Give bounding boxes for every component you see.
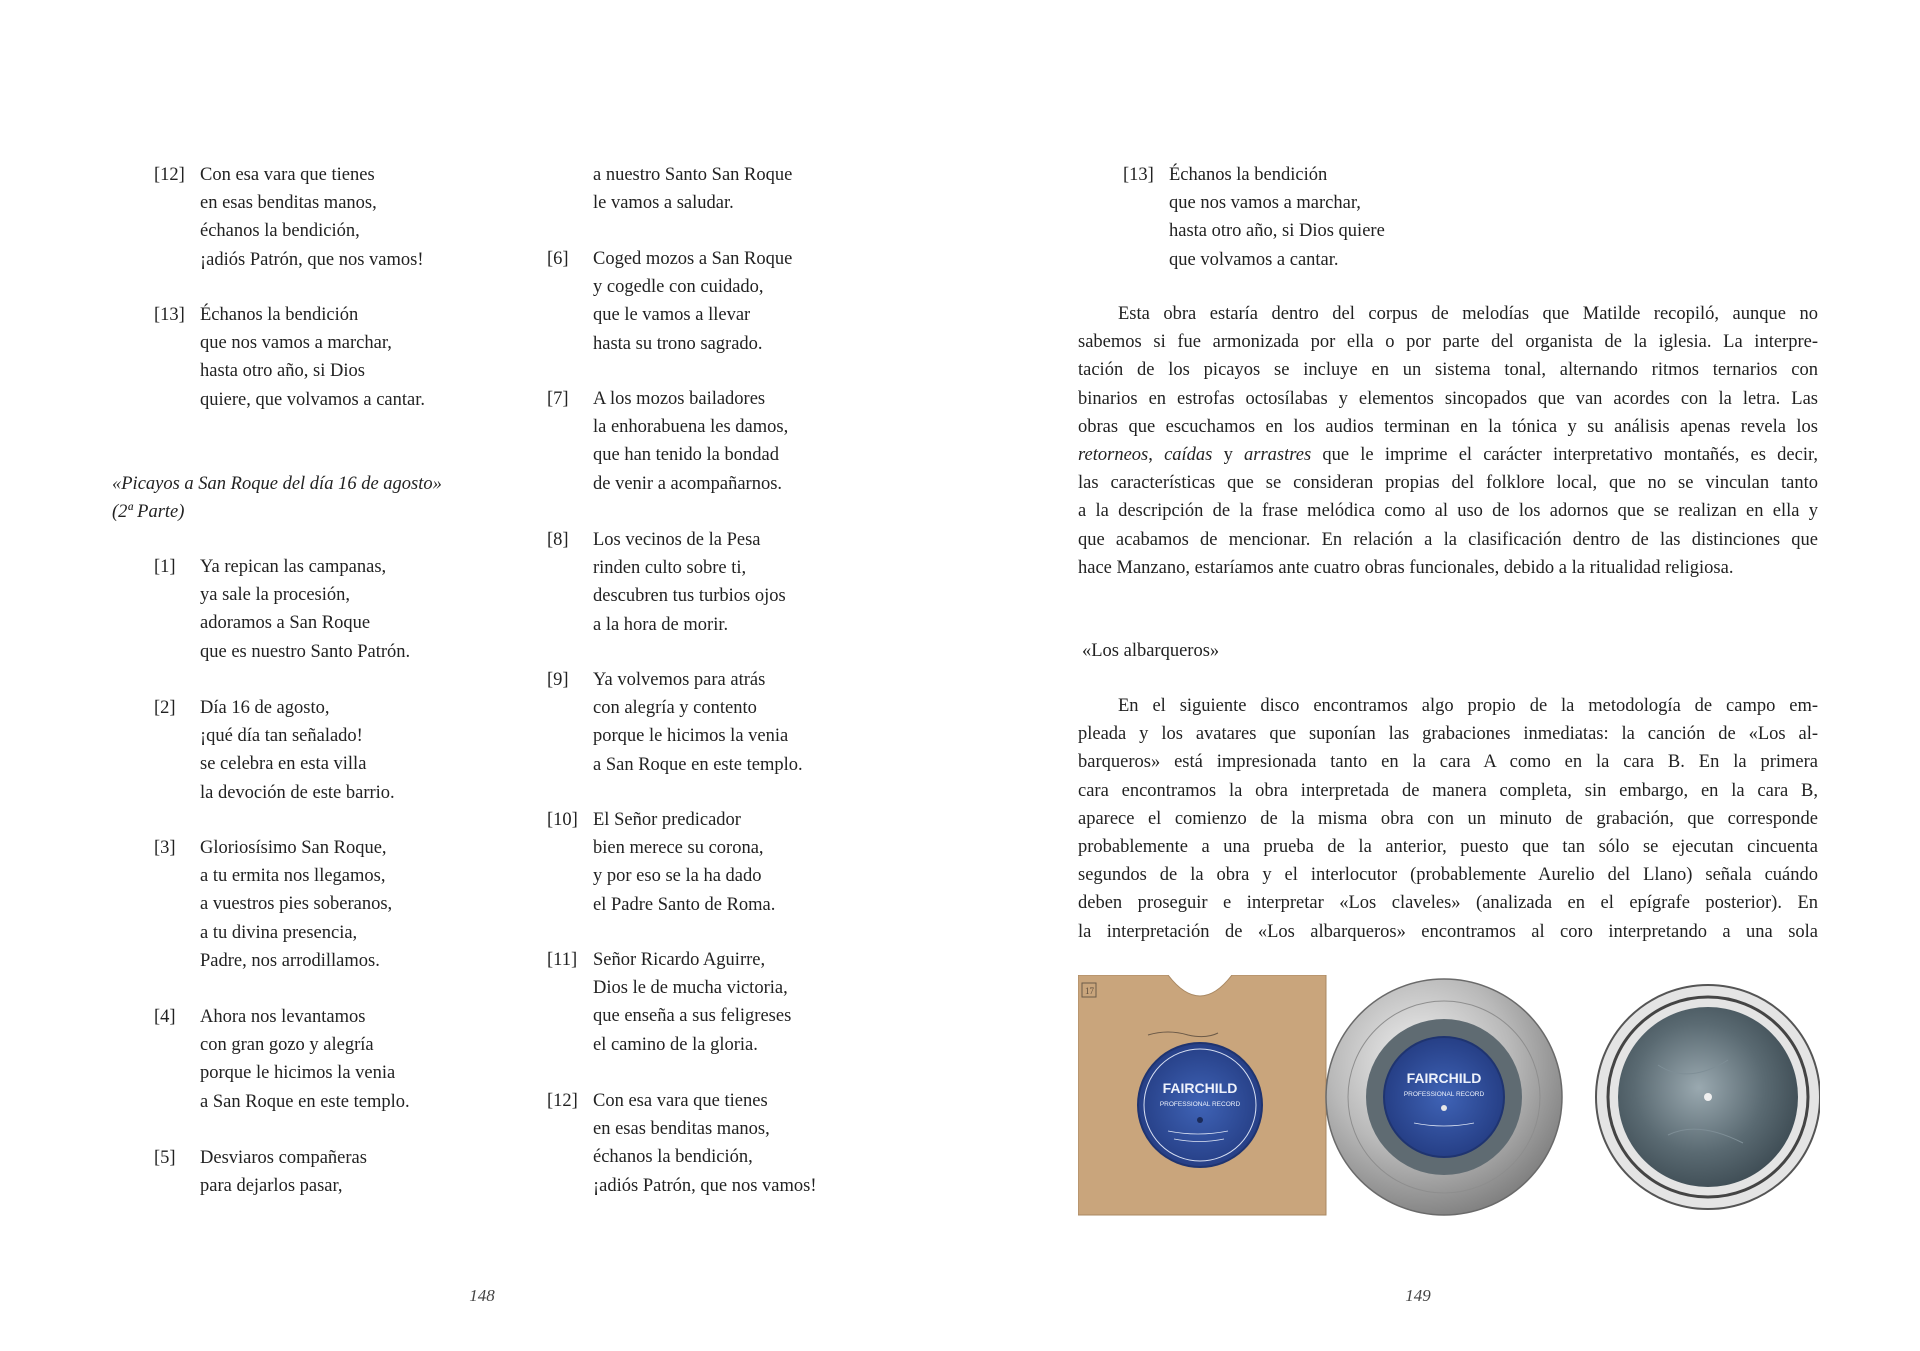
right-page — [960, 0, 1920, 1351]
verse-line: Con esa vara que tienes — [200, 165, 375, 185]
separator: y — [1212, 445, 1245, 466]
stanza-number: [7] — [547, 389, 569, 409]
verse-line: El Señor predicador — [593, 810, 741, 830]
song-heading — [112, 470, 442, 526]
verse-line: échanos la bendición, — [200, 221, 360, 242]
verse-line: Ahora nos levantamos — [200, 1007, 366, 1027]
sleeve-number: 17 — [1085, 986, 1094, 996]
verse-line: Ya repican las campanas, — [200, 557, 387, 577]
verse-line: le vamos a saludar. — [593, 193, 734, 214]
verse-line: para dejarlos pasar, — [200, 1176, 343, 1197]
verse-line: ¡qué día tan señalado! — [200, 726, 363, 747]
verse-line: a San Roque en este templo. — [593, 754, 803, 775]
stanza — [154, 1144, 367, 1200]
verse-line: hasta su trono sagrado. — [593, 333, 763, 354]
stanza — [154, 161, 424, 274]
stanza — [547, 1087, 817, 1200]
verse-line: Échanos la bendición — [200, 305, 359, 325]
song-heading-part: (2ª Parte) — [112, 502, 185, 523]
verse-line: se celebra en esta villa — [200, 754, 367, 775]
stanza — [154, 553, 411, 666]
paragraph-line: tación de los picayos se incluye en un sistema tonal, alternando ritmos ternarios con — [1078, 360, 1818, 381]
italic-term-arrastres: arrastres — [1244, 445, 1312, 466]
stanza-number: [5] — [154, 1148, 176, 1168]
verse-line: que nos vamos a marchar, — [1169, 193, 1361, 214]
verse-line: que es nuestro Santo Patrón. — [200, 641, 411, 662]
stanza-number: [13] — [1123, 165, 1154, 185]
verse-line: Gloriosísimo San Roque, — [200, 838, 387, 858]
verse-line: y por eso se la ha dado — [593, 866, 762, 887]
stanza — [547, 245, 793, 358]
stanza-number: [12] — [154, 165, 185, 185]
paragraph-line: En el siguiente disco encontramos algo propio de la metodología de campo em- — [1118, 696, 1818, 716]
stanza — [154, 694, 395, 807]
verse-line: descubren tus turbios ojos — [593, 586, 786, 607]
sleeve-label-brand: FAIRCHILD — [1162, 1080, 1238, 1096]
verse-line: Día 16 de agosto, — [200, 698, 330, 718]
stanza-number: [10] — [547, 810, 578, 830]
stanza — [547, 526, 786, 639]
verse-line: que han tenido la bondad — [593, 445, 779, 466]
paragraph-corpus — [1078, 300, 1818, 582]
stanza — [547, 385, 789, 498]
verse-line: quiere, que volvamos a cantar. — [200, 389, 425, 410]
sleeve-label-subtitle: PROFESSIONAL RECORD — [1159, 1101, 1241, 1108]
verse-line: porque le hicimos la venia — [593, 726, 789, 747]
verse-line: adoramos a San Roque — [200, 613, 371, 634]
section-title: «Los albarqueros» — [1082, 641, 1220, 661]
stanza-number: [8] — [547, 530, 569, 550]
verse-line: Los vecinos de la Pesa — [593, 530, 761, 550]
verse-line: la devoción de este barrio. — [200, 782, 395, 803]
verse-line: a nuestro Santo San Roque — [593, 165, 793, 185]
verse-line: que nos vamos a marchar, — [200, 333, 392, 354]
verse-line: Échanos la bendición — [1169, 165, 1328, 185]
verse-line: rinden culto sobre ti, — [593, 558, 747, 579]
verse-line: que volvamos a cantar. — [1169, 249, 1339, 270]
stanza-number: [2] — [154, 698, 176, 718]
stanza-number: [4] — [154, 1007, 176, 1027]
paragraph-line: barqueros» está impresionada tanto en la cara A como en la cara B. En la primera — [1078, 752, 1818, 773]
record-disc-side-a — [1326, 979, 1562, 1215]
verse-line: Señor Ricardo Aguirre, — [593, 950, 766, 970]
italic-term-retorneos: retorneos — [1078, 445, 1149, 466]
verse-line: ya sale la procesión, — [200, 585, 350, 606]
record-disc-side-b — [1596, 985, 1820, 1209]
verse-line: el Padre Santo de Roma. — [593, 894, 776, 915]
paragraph-line: a la descripción de la frase melódica como al uso de los adornos que se realizan en ella y — [1078, 501, 1818, 522]
stanza-number: [3] — [154, 838, 176, 858]
verse-line: échanos la bendición, — [593, 1147, 753, 1168]
paragraph-line: las características que se consideran propias del folklore local, que no se vinculan tanto — [1078, 473, 1818, 494]
verse-line: a San Roque en este templo. — [200, 1091, 410, 1112]
stanza-number: [6] — [547, 249, 569, 269]
record-photos-figure — [1078, 975, 1820, 1220]
para-text: que le imprime el carácter interpretativo montañés, es decir, — [1311, 445, 1819, 466]
paragraph-line: obras que escuchamos en los audios terminan en la tónica y su análisis apenas revela los — [1078, 416, 1818, 437]
stanza — [154, 301, 425, 414]
verse-line: Dios le de mucha victoria, — [593, 978, 788, 999]
paragraph-line: binarios en estrofas octosílabas y elementos sincopados que van acordes con la letra. Las — [1078, 388, 1818, 409]
stanza-number: [13] — [154, 305, 185, 325]
verse-line: el camino de la gloria. — [593, 1034, 758, 1055]
verse-line: con gran gozo y alegría — [200, 1035, 374, 1056]
stanza-number: [12] — [547, 1091, 578, 1111]
verse-line: y cogedle con cuidado, — [593, 277, 764, 298]
paragraph-line: pleada y los avatares que suponían las grabaciones inmediatas: la canción de «Los al- — [1078, 724, 1818, 745]
paragraph-line: Esta obra estaría dentro del corpus de melodías que Matilde recopiló, aunque no — [1118, 304, 1818, 324]
song-heading-title: «Picayos a San Roque del día 16 de agosto» — [112, 474, 442, 494]
stanza — [154, 1003, 410, 1116]
paragraph-line: segundos de la obra y el interlocutor (probablemente Aurelio del Llano) señala cuándo — [1078, 865, 1818, 886]
verse-line: que enseña a sus feligreses — [593, 1006, 792, 1027]
paragraph-line: cara encontramos la obra interpretada de manera completa, sin embargo, en la cara B, — [1078, 780, 1818, 801]
stanza-number: [1] — [154, 557, 176, 577]
italic-term-caidas: caídas — [1164, 445, 1213, 466]
stanza — [593, 161, 792, 217]
stanza — [1123, 161, 1385, 274]
disc-label-brand: FAIRCHILD — [1406, 1070, 1482, 1086]
verse-line: hasta otro año, si Dios — [200, 361, 365, 382]
stanza — [547, 806, 776, 919]
verse-line: a la hora de morir. — [593, 614, 729, 635]
verse-line: que le vamos a llevar — [593, 305, 751, 326]
verse-line: A los mozos bailadores — [593, 389, 766, 409]
verse-line: ¡adiós Patrón, que nos vamos! — [593, 1175, 817, 1196]
paragraph-line: la interpretación de «Los albarqueros» encontramos al coro interpretando a una sola — [1078, 921, 1818, 942]
separator: , — [1148, 445, 1165, 466]
verse-line: Con esa vara que tienes — [593, 1091, 768, 1111]
stanza-number: [11] — [547, 950, 578, 970]
stanza-number: [9] — [547, 670, 569, 690]
stanza — [547, 946, 792, 1059]
verse-line: a tu divina presencia, — [200, 922, 358, 943]
verse-line: hasta otro año, si Dios quiere — [1169, 221, 1385, 242]
verse-line: con alegría y contento — [593, 698, 757, 719]
para-line-last: hace Manzano, estaríamos ante cuatro obras funcionales, debido a la ritualidad religiosa. — [1078, 557, 1734, 578]
verse-line: ¡adiós Patrón, que nos vamos! — [200, 249, 424, 270]
page-number-right: 149 — [1405, 1286, 1431, 1305]
verse-line: en esas benditas manos, — [593, 1119, 770, 1140]
paragraph-line: que acabamos de mencionar. En relación a la clasificación dentro de las distinciones que — [1078, 529, 1818, 550]
paragraph-line: aparece el comienzo de la misma obra con un minuto de grabación, que corresponde — [1078, 808, 1818, 829]
record-sleeve — [1078, 975, 1326, 1215]
verse-line: bien merece su corona, — [593, 838, 764, 859]
paragraph-albarqueros — [1078, 692, 1818, 946]
verse-line: Desviaros compañeras — [200, 1148, 367, 1168]
para-line-italics — [1078, 441, 1818, 469]
verse-line: a tu ermita nos llegamos, — [200, 866, 386, 887]
verse-line: Padre, nos arrodillamos. — [200, 950, 380, 971]
paragraph-line: sabemos si fue armonizada por ella o por parte del organista de la iglesia. La interpre- — [1078, 332, 1818, 353]
paragraph-line: probablemente a una prueba de la anterior, puesto que tan sólo se ejecutan cincuenta — [1078, 837, 1818, 858]
verse-line: Coged mozos a San Roque — [593, 249, 793, 269]
verse-line: porque le hicimos la venia — [200, 1063, 396, 1084]
page-number-left: 148 — [469, 1286, 495, 1305]
disc-label-subtitle: PROFESSIONAL RECORD — [1403, 1091, 1485, 1098]
verse-line: en esas benditas manos, — [200, 193, 377, 214]
verse-line: Ya volvemos para atrás — [593, 670, 766, 690]
paragraph-line: deben proseguir e interpretar «Los claveles» (analizada en el epígrafe posterior). En — [1078, 893, 1818, 914]
stanza — [154, 834, 393, 975]
verse-line: la enhorabuena les damos, — [593, 417, 789, 438]
verse-line: de venir a acompañarnos. — [593, 473, 783, 494]
verse-line: a vuestros pies soberanos, — [200, 894, 393, 915]
stanza — [547, 666, 803, 779]
